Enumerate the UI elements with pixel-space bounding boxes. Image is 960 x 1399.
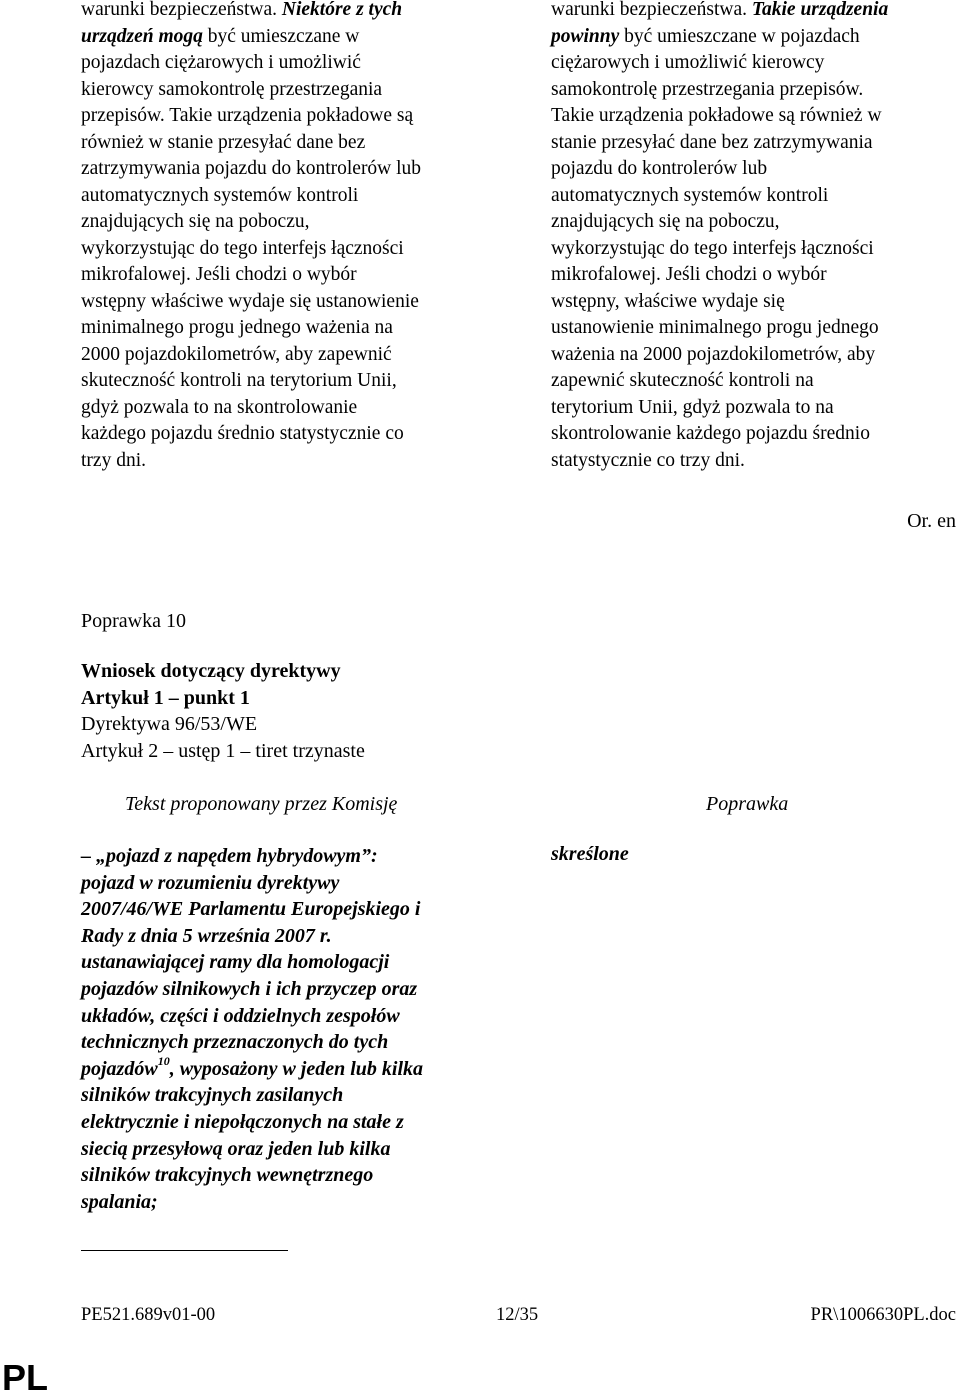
text-fragment: samokontrolę przestrzegania przepisów. [551, 78, 864, 100]
footnote-separator [81, 1250, 288, 1251]
provision-ref: Artykuł 2 – ustęp 1 – tiret trzynaste [81, 740, 365, 762]
text-line [81, 130, 501, 157]
amendment-number: Poprawka 10 [81, 610, 186, 632]
text-line [81, 368, 501, 395]
text-fragment: ustanowienie minimalnego progu jednego [551, 317, 879, 338]
text-line [551, 103, 951, 130]
text-fragment: automatycznych systemów kontroli [81, 184, 359, 206]
text-line: pojazdów silnikowych i ich przyczep oraz [81, 977, 418, 1000]
text-line: technicznych przeznaczonych do tych [81, 1031, 389, 1054]
text-line [551, 262, 951, 289]
text-fragment: powinny [551, 25, 620, 47]
text-line: spalania; [81, 1190, 158, 1213]
text-line: układów, części i oddzielnych zespołów [81, 1004, 400, 1027]
text-fragment: Niektóre z tych [281, 0, 403, 20]
text-line: elektrycznie i niepołączonych na stałe z [81, 1110, 404, 1133]
text-line: silników trakcyjnych wewnętrznego [81, 1164, 374, 1187]
text-line: 2007/46/WE Parlamentu Europejskiego i [81, 898, 421, 921]
text-line [81, 315, 501, 342]
text-line [551, 368, 951, 395]
text-fragment: warunki bezpieczeństwa. [551, 0, 752, 20]
text-fragment: wstępny właściwe wydaje się ustanowienie [81, 290, 419, 312]
footnote-ref: 10 [157, 1054, 170, 1069]
text-line [81, 395, 501, 422]
text-line [81, 448, 501, 475]
text-fragment: pojazdach ciężarowych i umożliwić [81, 52, 361, 73]
text-line [81, 262, 501, 289]
text-fragment: zapewnić skuteczność kontroli na [551, 370, 814, 391]
text-fragment: 2000 pojazdokilometrów, aby zapewnić [81, 343, 392, 365]
text-fragment: trzy dni. [81, 449, 146, 471]
text-line [81, 289, 501, 316]
text-fragment: terytorium Unii, gdyż pozwala to na [551, 396, 834, 418]
text-line [81, 342, 501, 369]
text-fragment: być umieszczane w pojazdach [619, 25, 860, 47]
text-line [81, 183, 501, 210]
text-line [81, 156, 501, 183]
left-column-text [81, 0, 501, 474]
text-fragment: być umieszczane w [202, 25, 360, 47]
text-line: silników trakcyjnych zasilanych [81, 1084, 344, 1107]
article-ref: Artykuł 1 – punkt 1 [81, 687, 250, 709]
text-line [81, 0, 501, 24]
text-line [551, 315, 951, 342]
proposal-title: Wniosek dotyczący dyrektywy [81, 660, 341, 682]
text-line [81, 24, 501, 51]
text-fragment: Takie urządzenia [751, 0, 889, 20]
text-fragment: znajdujących się na poboczu, [551, 211, 780, 232]
text-line [81, 209, 501, 236]
text-line [551, 183, 951, 210]
text-line [81, 50, 501, 77]
text-fragment: ciężarowych i umożliwić kierowcy [551, 52, 825, 73]
text-fragment: minimalnego progu jednego ważenia na [81, 317, 393, 338]
text-fragment: Takie urządzenia pokładowe są również w [551, 105, 882, 126]
text-fragment: pojazdów [81, 1057, 158, 1080]
text-fragment: wykorzystując do tego interfejs łączności [81, 237, 404, 259]
text-line: pojazd w rozumieniu dyrektywy [81, 871, 340, 894]
text-fragment: wykorzystując do tego interfejs łączności [551, 237, 874, 259]
text-line [551, 0, 951, 24]
text-line [551, 156, 951, 183]
text-line: siecią przesyłową oraz jeden lub kilka [81, 1137, 391, 1160]
text-fragment: zatrzymywania pojazdu do kontrolerów lub [81, 158, 422, 179]
commission-text-header: Tekst proponowany przez Komisję [125, 793, 398, 815]
text-fragment: wstępny, właściwe wydaje się [551, 290, 785, 312]
text-line [81, 103, 501, 130]
text-fragment: przepisów. Takie urządzenia pokładowe są [81, 105, 414, 126]
footer-page-number: 12/35 [496, 1305, 539, 1325]
footer-doc-ref: PE521.689v01-00 [81, 1305, 216, 1325]
text-line: Rady z dnia 5 września 2007 r. [81, 924, 332, 947]
commission-text [81, 843, 501, 1215]
text-fragment: pojazdu do kontrolerów lub [551, 158, 768, 179]
text-line [551, 395, 951, 422]
text-fragment: , wyposażony w jeden lub kilka [169, 1057, 424, 1080]
text-fragment: skuteczność kontroli na terytorium Unii, [81, 370, 397, 391]
deleted-label: skreślone [551, 843, 629, 865]
text-line [551, 342, 951, 369]
text-line [81, 77, 501, 104]
text-line [551, 289, 951, 316]
text-line [551, 236, 951, 263]
text-line [81, 1056, 501, 1083]
text-line [551, 130, 951, 157]
text-fragment: warunki bezpieczeństwa. [81, 0, 282, 20]
text-fragment: mikrofalowej. Jeśli chodzi o wybór [551, 264, 827, 285]
text-fragment: znajdujących się na poboczu, [81, 211, 310, 232]
text-line [551, 421, 951, 448]
text-fragment: urządzeń mogą [81, 25, 203, 47]
text-line [551, 24, 951, 51]
original-language: Or. en [907, 510, 956, 532]
text-line [551, 77, 951, 104]
text-fragment: kierowcy samokontrolę przestrzegania [81, 78, 383, 100]
text-line: ustanawiającej ramy dla homologacji [81, 951, 390, 974]
text-fragment: automatycznych systemów kontroli [551, 184, 829, 206]
text-fragment: również w stanie przesyłać dane bez [81, 131, 366, 153]
amendment-header: Poprawka [706, 793, 789, 815]
text-fragment: statystycznie co trzy dni. [551, 449, 745, 471]
text-line [551, 448, 951, 475]
text-line [551, 50, 951, 77]
text-line [81, 236, 501, 263]
text-fragment: każdego pojazdu średnio statystycznie co [81, 423, 404, 444]
text-fragment: stanie przesyłać dane bez zatrzymywania [551, 131, 873, 153]
text-line [81, 421, 501, 448]
text-fragment: ważenia na 2000 pojazdokilometrów, aby [551, 343, 876, 365]
text-fragment: skontrolowanie każdego pojazdu średnio [551, 423, 870, 444]
footer-file-name: PR\1006630PL.doc [810, 1305, 956, 1325]
text-fragment: mikrofalowej. Jeśli chodzi o wybór [81, 264, 357, 285]
right-column-text [551, 0, 951, 474]
text-line [551, 209, 951, 236]
directive-ref: Dyrektywa 96/53/WE [81, 713, 258, 735]
language-code: PL [2, 1357, 49, 1398]
text-fragment: gdyż pozwala to na skontrolowanie [81, 396, 358, 418]
text-line: – „pojazd z napędem hybrydowym”: [81, 845, 378, 867]
